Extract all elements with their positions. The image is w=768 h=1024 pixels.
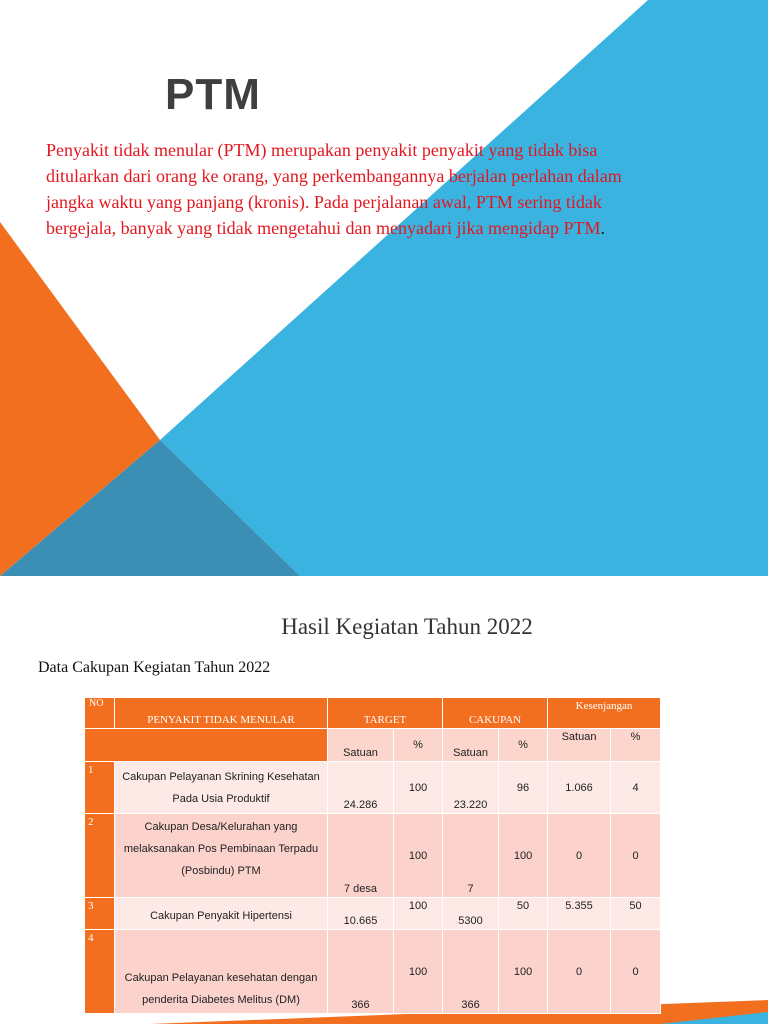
row-cakupan-pct: 96 xyxy=(499,762,548,814)
table-header-row xyxy=(85,698,661,729)
row-target-pct: 100 xyxy=(394,898,443,930)
subheader-target-pct: % xyxy=(394,729,443,762)
table-row xyxy=(85,814,661,898)
table-row xyxy=(85,930,661,1014)
row-desc: Cakupan Desa/Kelurahan yang melaksanakan Pos Pembinaan Terpadu (Posbindu) PTM xyxy=(115,814,328,898)
row-target-pct: 100 xyxy=(394,930,443,1014)
row-no: 4 xyxy=(85,930,115,1014)
row-cakupan-pct: 100 xyxy=(499,930,548,1014)
subheader-blank xyxy=(85,729,328,762)
row-target-satuan: 10.665 xyxy=(328,898,394,930)
header-target: TARGET xyxy=(328,698,443,729)
row-kes-satuan: 0 xyxy=(548,930,611,1014)
row-desc: Cakupan Penyakit Hipertensi xyxy=(115,898,328,930)
row-cakupan-satuan: 7 xyxy=(443,814,499,898)
header-penyakit: PENYAKIT TIDAK MENULAR xyxy=(115,698,328,729)
row-kes-satuan: 5.355 xyxy=(548,898,611,930)
row-target-satuan: 7 desa xyxy=(328,814,394,898)
ptm-definition-period: . xyxy=(600,218,605,238)
header-kesenjangan: Kesenjangan xyxy=(548,698,661,729)
subheader-cakupan-satuan: Satuan xyxy=(443,729,499,762)
row-desc: Cakupan Pelayanan Skrining Kesehatan Pada Usia Produktif xyxy=(115,762,328,814)
row-cakupan-pct: 50 xyxy=(499,898,548,930)
row-no: 3 xyxy=(85,898,115,930)
subheader-target-satuan: Satuan xyxy=(328,729,394,762)
table-subheader-row xyxy=(85,729,661,762)
row-no: 1 xyxy=(85,762,115,814)
subheader-kes-pct: % xyxy=(611,729,661,762)
row-kes-satuan: 0 xyxy=(548,814,611,898)
header-no: NO xyxy=(85,698,115,729)
table-caption: Data Cakupan Kegiatan Tahun 2022 xyxy=(38,659,271,676)
row-cakupan-satuan: 366 xyxy=(443,930,499,1014)
row-kes-pct: 50 xyxy=(611,898,661,930)
row-kes-pct: 0 xyxy=(611,814,661,898)
row-cakupan-satuan: 5300 xyxy=(443,898,499,930)
row-target-pct: 100 xyxy=(394,762,443,814)
row-kes-pct: 4 xyxy=(611,762,661,814)
row-target-satuan: 366 xyxy=(328,930,394,1014)
slide2-title: Hasil Kegiatan Tahun 2022 xyxy=(281,614,533,639)
subheader-kes-satuan: Satuan xyxy=(548,729,611,762)
row-cakupan-pct: 100 xyxy=(499,814,548,898)
row-target-pct: 100 xyxy=(394,814,443,898)
header-cakupan: CAKUPAN xyxy=(443,698,548,729)
ptm-definition-body: Penyakit tidak menular (PTM) merupakan penyakit penyakit yang tidak bisa ditularkan dari orang ke orang, yang perkembangannya berjalan perlahan dalam jangka waktu yang panjang (kronis). Pada perjalanan awal, PTM sering tidak bergejala, banyak yang tidak mengetahui dan menyadari jika mengidap PTM xyxy=(46,140,622,238)
row-desc: Cakupan Pelayanan kesehatan dengan penderita Diabetes Melitus (DM) xyxy=(115,930,328,1014)
row-kes-satuan: 1.066 xyxy=(548,762,611,814)
table-row xyxy=(85,762,661,814)
coverage-table xyxy=(84,697,661,1014)
row-kes-pct: 0 xyxy=(611,930,661,1014)
row-cakupan-satuan: 23.220 xyxy=(443,762,499,814)
subheader-cakupan-pct: % xyxy=(499,729,548,762)
slide-title: PTM xyxy=(165,70,261,119)
ptm-definition-text xyxy=(46,137,646,241)
table-row xyxy=(85,898,661,930)
row-target-satuan: 24.286 xyxy=(328,762,394,814)
row-no: 2 xyxy=(85,814,115,898)
